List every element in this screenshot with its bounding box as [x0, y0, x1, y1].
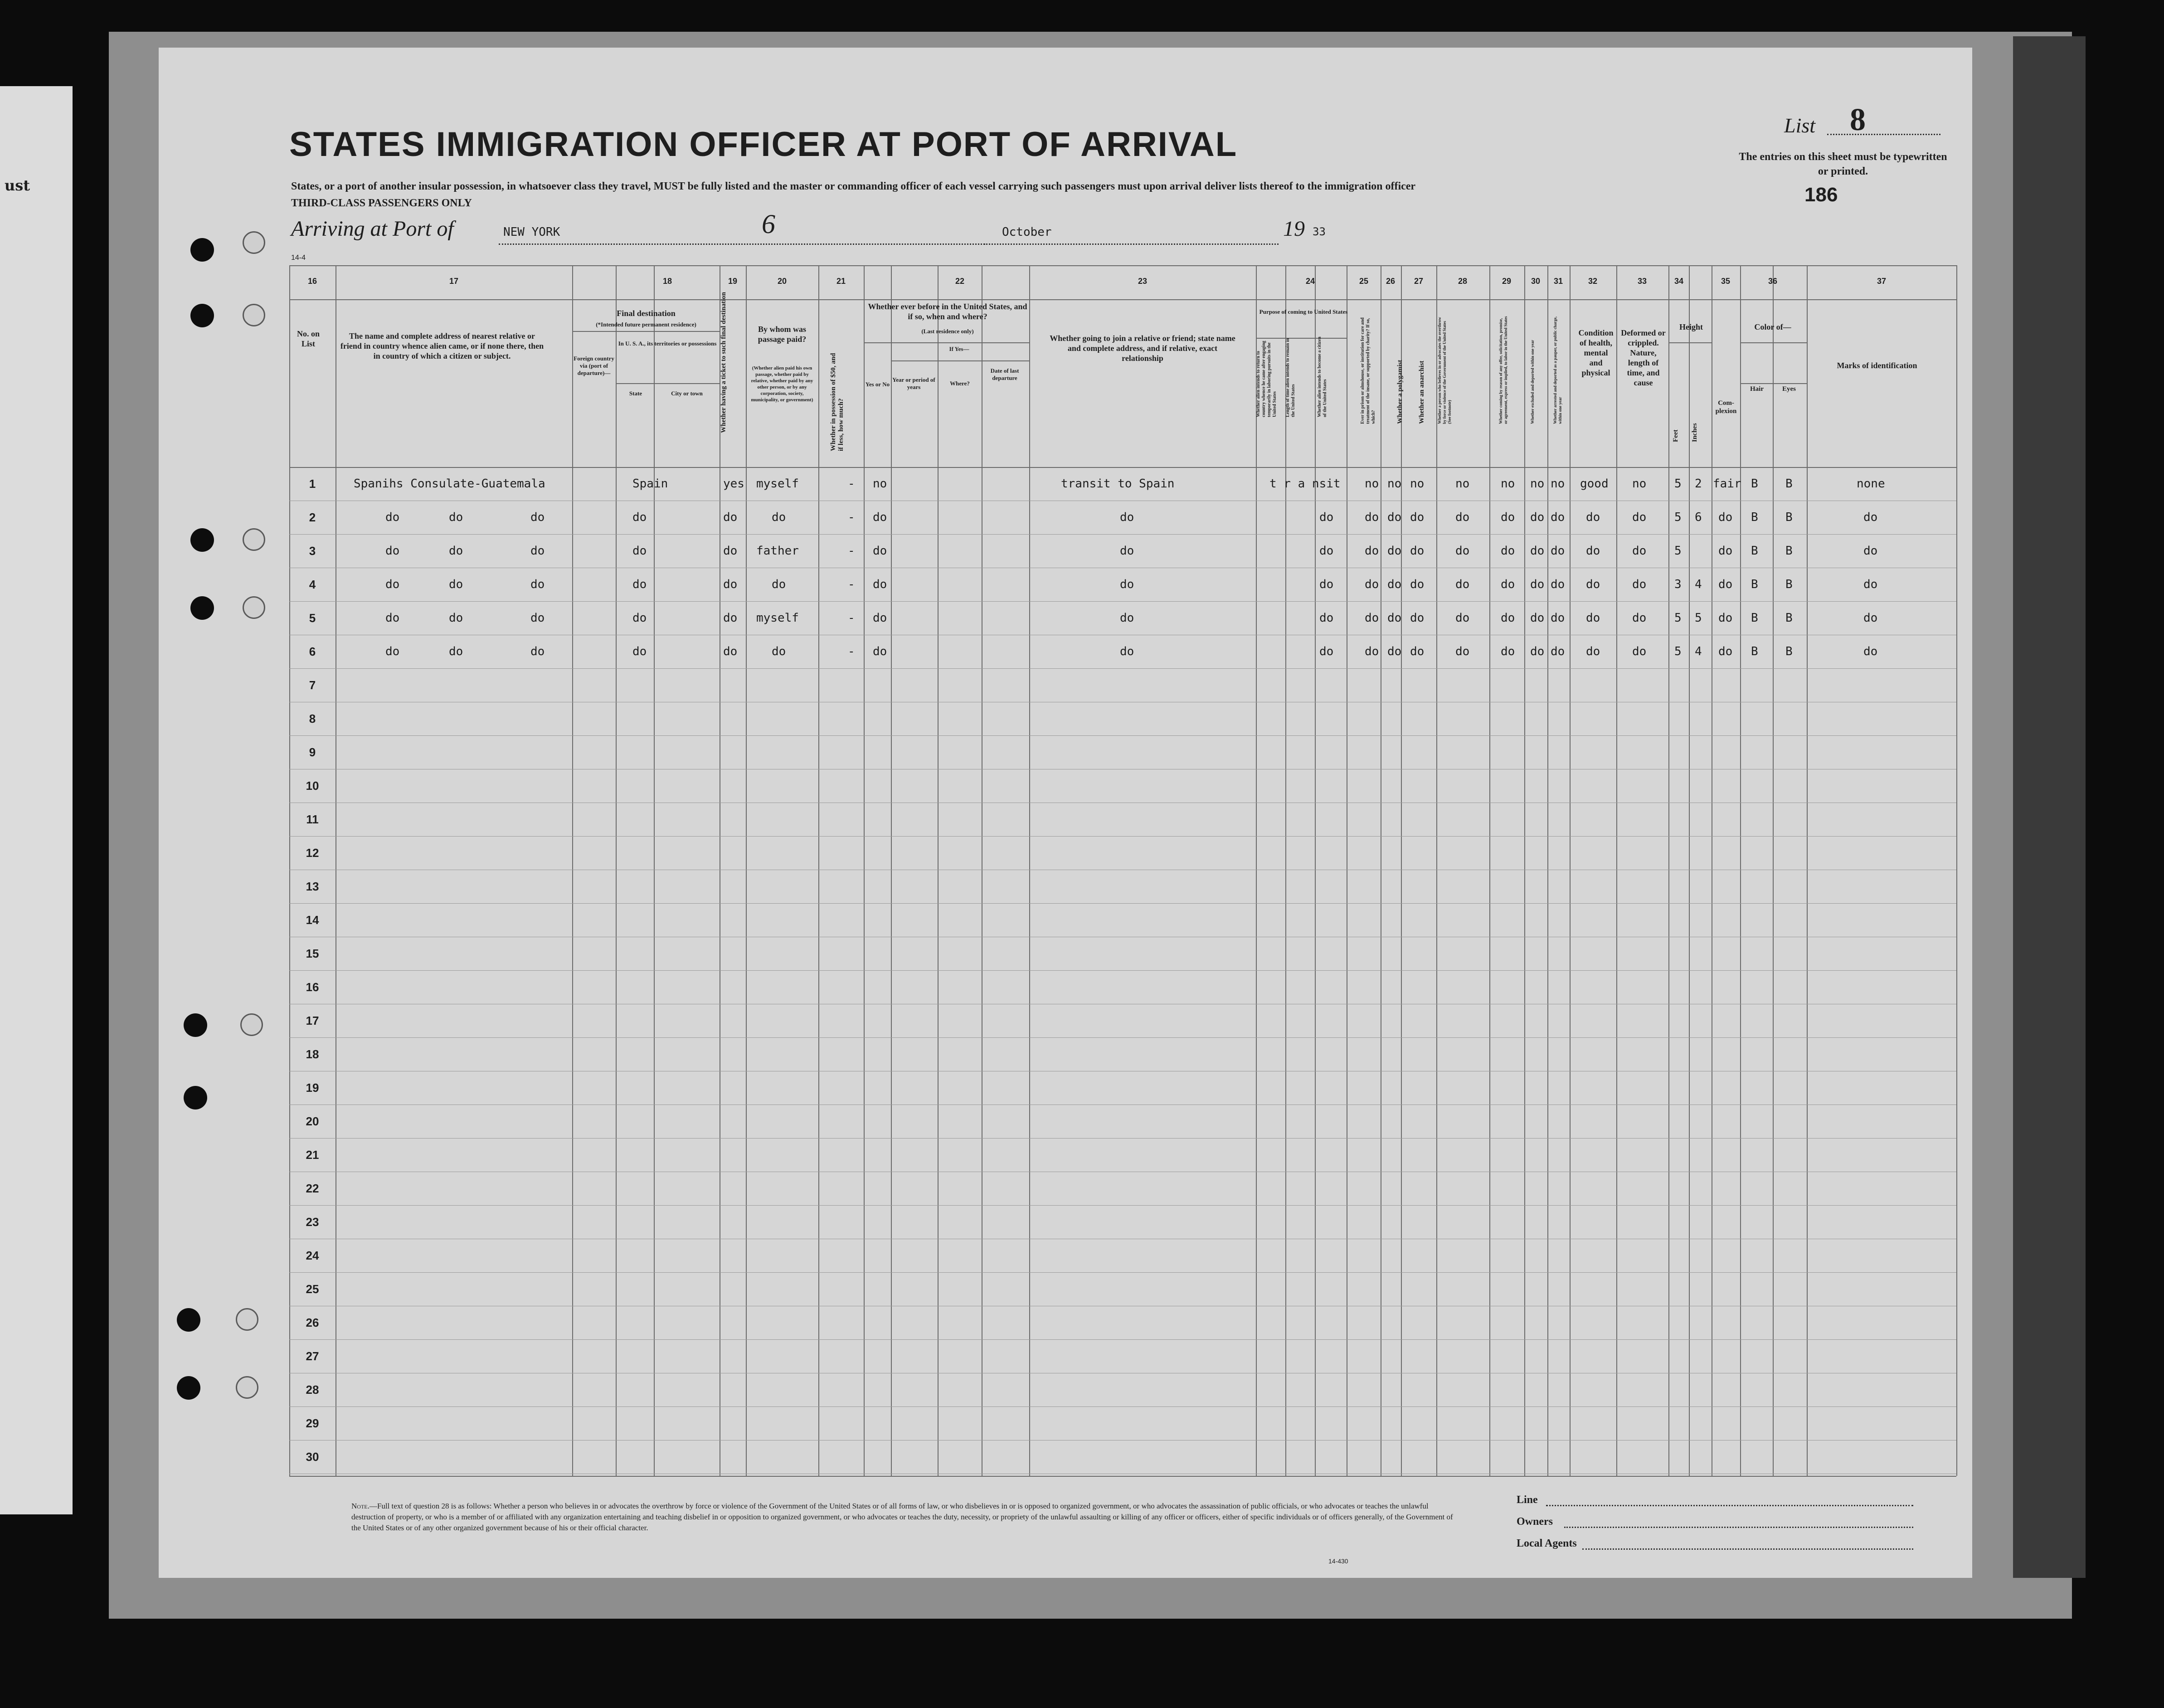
cell-joining: do [1120, 511, 1134, 524]
binder-edge [2013, 36, 2086, 1578]
cell-complexion: do [1718, 578, 1733, 591]
row-number: 5 [309, 611, 316, 625]
manifest-grid [159, 48, 1972, 1578]
header-state: State [629, 390, 642, 397]
form-code: 14-430 [1328, 1557, 1348, 1565]
column-number: 16 [307, 277, 317, 286]
cell-q26: no [1387, 477, 1402, 491]
cell-before-in-us: do [873, 544, 887, 558]
cell-q31: no [1551, 477, 1565, 491]
cell-complexion: do [1718, 544, 1733, 558]
cell-q26: do [1387, 611, 1402, 625]
cell-joining: transit to Spain [1061, 477, 1175, 491]
header-foreign-country: Foreign country via (port of departure)— [574, 355, 614, 376]
cell-hair: B [1751, 578, 1758, 591]
column-number: 25 [1359, 277, 1369, 286]
row-number: 4 [309, 578, 316, 591]
cell-before-in-us: do [873, 511, 887, 524]
cell-q30: do [1530, 544, 1545, 558]
cell-health: good [1580, 477, 1609, 491]
cell-money: - [848, 477, 855, 491]
row-number: 30 [306, 1450, 319, 1464]
cell-relative: do [530, 578, 545, 591]
header-eyes: Eyes [1782, 385, 1796, 393]
cell-q30: do [1530, 611, 1545, 625]
column-number: 31 [1553, 277, 1563, 286]
row-number: 14 [306, 913, 319, 927]
cell-marks: do [1863, 544, 1878, 558]
page-title: STATES IMMIGRATION OFFICER AT PORT OF ARRIVAL [289, 125, 1238, 164]
cell-ticket: do [723, 611, 738, 625]
cell-relative: do [449, 578, 463, 591]
row-number: 26 [306, 1316, 319, 1329]
cell-inches: 2 [1695, 477, 1702, 491]
cell-money: - [848, 578, 855, 591]
header-color-of: Color of— [1754, 322, 1791, 331]
cell-state: do [632, 645, 647, 658]
cell-deformed: do [1632, 645, 1647, 658]
column-number: 27 [1414, 277, 1424, 286]
cell-passage-paid: father [756, 544, 799, 558]
cell-q28: do [1455, 611, 1470, 625]
row-number: 18 [306, 1047, 319, 1061]
cell-q28: do [1455, 578, 1470, 591]
cell-state: Spain [632, 477, 668, 491]
cell-ticket: yes [723, 477, 744, 491]
footnote-label: Note. [351, 1502, 370, 1510]
footnote-text: —Full text of question 28 is as follows: Whether a person who believes in or advocates the overthrow by force or violence of the Government of the United States or of all forms of law, or who disbelieves in or is opposed to organized government, or who advocates the assassination of public officials, or who advocates or teaches the unlawful destruction of property, or who is a member of or affiliated with any organization entertaining and teaching disbelief in or opposition to organized government, or who advocates or teaches the duty, necessity, or propriety of the unlawful assaulting or killing of any officer or officers, either of specific individuals or of officers generally, of the Government of the United States or of any other organized government because of his or their official character. [351, 1502, 1453, 1532]
cell-q25: do [1365, 578, 1379, 591]
cell-inches: 6 [1695, 511, 1702, 524]
cell-q27: do [1410, 578, 1425, 591]
cell-relative: Spanihs Consulate-Guatemala [354, 477, 545, 491]
footnote [351, 1501, 1462, 1533]
cell-q25: do [1365, 511, 1379, 524]
header-anarchist: Whether an anarchist [1418, 360, 1425, 424]
header-where: Where? [950, 380, 970, 387]
cell-q29: do [1501, 645, 1515, 658]
header-hair: Hair [1750, 385, 1764, 393]
cell-ticket: do [723, 578, 738, 591]
header-deformed: Deformed or crippled. Nature, length of time, and cause [1621, 328, 1666, 387]
header-if-yes: If Yes— [949, 345, 969, 352]
adjacent-page [0, 86, 73, 1514]
cell-q31: do [1551, 544, 1565, 558]
cell-purpose: do [1319, 645, 1334, 658]
row-number: 25 [306, 1282, 319, 1296]
column-number: 32 [1588, 277, 1598, 286]
cell-q27: do [1410, 544, 1425, 558]
column-number: 23 [1138, 277, 1148, 286]
cell-q29: do [1501, 611, 1515, 625]
column-number: 21 [836, 277, 846, 286]
cell-money: - [848, 611, 855, 625]
cell-money: - [848, 511, 855, 524]
arriving-label: Arriving at Port of [291, 217, 454, 241]
agents-label: Local Agents [1517, 1538, 1577, 1549]
cell-health: do [1586, 578, 1600, 591]
header-in-usa: In U. S. A., its territories or possessions [618, 340, 717, 347]
column-number: 37 [1877, 277, 1887, 286]
cell-health: do [1586, 511, 1600, 524]
cell-q29: no [1501, 477, 1515, 491]
cell-money: - [848, 645, 855, 658]
cell-marks: do [1863, 511, 1878, 524]
cell-relative: do [449, 645, 463, 658]
cell-deformed: do [1632, 511, 1647, 524]
cell-joining: do [1120, 611, 1134, 625]
cell-deformed: do [1632, 578, 1647, 591]
arrival-year-suffix: 33 [1313, 225, 1326, 238]
cell-passage-paid: myself [756, 611, 799, 625]
cell-eyes: B [1785, 611, 1793, 625]
cell-q25: no [1365, 477, 1379, 491]
cell-complexion: fair [1713, 477, 1741, 491]
header-inches: Inches [1691, 423, 1698, 442]
class-line: THIRD-CLASS PASSENGERS ONLY [291, 197, 472, 209]
cell-health: do [1586, 611, 1600, 625]
header-marks: Marks of identification [1837, 361, 1917, 370]
cell-ticket: do [723, 645, 738, 658]
cell-relative: do [449, 611, 463, 625]
row-number: 19 [306, 1081, 319, 1095]
row-number: 28 [306, 1383, 319, 1397]
column-number: 28 [1458, 277, 1468, 286]
cell-deformed: do [1632, 611, 1647, 625]
arrival-year-prefix: 19 [1283, 217, 1305, 241]
row-number: 2 [309, 511, 316, 524]
header-height: Height [1679, 322, 1703, 331]
row-number: 22 [306, 1182, 319, 1195]
row-number: 17 [306, 1014, 319, 1027]
cell-relative: do [385, 578, 400, 591]
cell-q25: do [1365, 611, 1379, 625]
cell-q27: no [1410, 477, 1425, 491]
cell-feet: 5 [1674, 477, 1682, 491]
column-number: 34 [1674, 277, 1684, 286]
cell-ticket: do [723, 511, 738, 524]
cell-eyes: B [1785, 511, 1793, 524]
instruction-line: States, or a port of another insular possession, in whatsoever class they travel, MUST be fully listed and the master or commanding officer of each vessel carrying such passengers must upon arrival deliver lists thereof to the immigration officer [291, 180, 1416, 192]
cell-relative: do [449, 544, 463, 558]
row-number: 11 [306, 813, 319, 826]
cell-q30: do [1530, 645, 1545, 658]
cell-marks: do [1863, 578, 1878, 591]
header-money: Whether in possession of $50, and if less, how much? [830, 353, 845, 451]
cell-state: do [632, 544, 647, 558]
owners-label: Owners [1517, 1516, 1553, 1528]
header-prison: Ever in prison or almshouse, or institution for care and treatment of the insane, or supported by charity? If so, which? [1360, 317, 1376, 424]
row-number: 8 [309, 712, 316, 725]
entries-note: The entries on this sheet must be typewritten or printed. [1739, 151, 1947, 177]
row-number: 24 [306, 1249, 319, 1262]
cell-relative: do [530, 544, 545, 558]
cell-feet: 3 [1674, 578, 1682, 591]
arrival-port: NEW YORK [503, 225, 560, 239]
cell-purpose: do [1319, 578, 1334, 591]
cell-q26: do [1387, 578, 1402, 591]
cell-inches: 4 [1695, 578, 1702, 591]
cell-relative: do [385, 511, 400, 524]
cell-before-in-us: do [873, 578, 887, 591]
header-before-sub: (Last residence only) [921, 328, 974, 335]
cell-q26: do [1387, 645, 1402, 658]
header-purpose-b: Length of time alien intends to remain in the United States [1285, 338, 1296, 417]
cell-hair: B [1751, 477, 1758, 491]
cell-marks: do [1863, 645, 1878, 658]
header-q31: Whether arrested and deported as a pauper, or public charge, within one year [1553, 316, 1562, 424]
header-city: City or town [671, 390, 703, 397]
list-label: List [1784, 114, 1816, 137]
cell-ticket: do [723, 544, 738, 558]
row-number: 1 [309, 477, 316, 491]
line-label: Line [1517, 1494, 1538, 1506]
row-number: 20 [306, 1114, 319, 1128]
cell-state: do [632, 611, 647, 625]
cell-relative: do [530, 645, 545, 658]
cell-joining: do [1120, 578, 1134, 591]
cell-q31: do [1551, 511, 1565, 524]
cell-q27: do [1410, 611, 1425, 625]
cell-joining: do [1120, 645, 1134, 658]
column-number: 30 [1531, 277, 1541, 286]
cell-q28: do [1455, 511, 1470, 524]
cell-purpose: do [1319, 611, 1334, 625]
column-number: 24 [1305, 277, 1315, 286]
column-number: 26 [1386, 277, 1396, 286]
header-final-destination: Final destination [617, 309, 676, 318]
cell-passage-paid: do [772, 645, 786, 658]
row-number: 29 [306, 1416, 319, 1430]
header-passage-paid-sub: (Whether alien paid his own passage, whether paid by relative, whether paid by any other person, or by any corporation, society, municipality, or government) [751, 365, 813, 403]
cell-joining: do [1120, 544, 1134, 558]
header-q29: Whether coming by reason of any offer, solicitation, promise, or agreement, express or implied, to labor in the United States [1498, 316, 1508, 424]
cell-q31: do [1551, 611, 1565, 625]
cell-hair: B [1751, 511, 1758, 524]
cell-q29: do [1501, 578, 1515, 591]
header-final-destination-sub: (*Intended future permanent residence) [596, 321, 696, 328]
column-number: 18 [662, 277, 672, 286]
cell-state: do [632, 578, 647, 591]
header-yes-no: Yes or No [865, 381, 890, 388]
cell-relative: do [385, 544, 400, 558]
cell-marks: none [1857, 477, 1885, 491]
row-number: 10 [306, 779, 319, 793]
column-number: 22 [955, 277, 965, 286]
cell-inches: 5 [1695, 611, 1702, 625]
header-polygamist: Whether a polygamist [1396, 360, 1404, 424]
cell-relative: do [385, 645, 400, 658]
cell-passage-paid: do [772, 511, 786, 524]
row-number: 13 [306, 880, 319, 893]
cell-relative: do [449, 511, 463, 524]
column-number: 29 [1502, 277, 1512, 286]
cell-complexion: do [1718, 511, 1733, 524]
cell-feet: 5 [1674, 611, 1682, 625]
cell-relative: do [530, 511, 545, 524]
cell-before-in-us: do [873, 645, 887, 658]
cell-eyes: B [1785, 477, 1793, 491]
cell-hair: B [1751, 611, 1758, 625]
owners-dotted [1564, 1527, 1913, 1528]
line-dotted [1546, 1505, 1913, 1506]
header-ticket: Whether having a ticket to such final destination [720, 292, 727, 433]
cell-eyes: B [1785, 544, 1793, 558]
cell-deformed: no [1632, 477, 1647, 491]
row-number: 21 [306, 1148, 319, 1162]
column-number: 35 [1721, 277, 1731, 286]
arrival-day: 6 [762, 209, 775, 239]
cell-q27: do [1410, 511, 1425, 524]
cell-q29: do [1501, 511, 1515, 524]
cell-state: do [632, 511, 647, 524]
header-q30: Whether excluded and deported within one year [1530, 340, 1535, 424]
cell-q29: do [1501, 544, 1515, 558]
row-number: 12 [306, 846, 319, 860]
cell-marks: do [1863, 611, 1878, 625]
column-number: 19 [728, 277, 738, 286]
cell-hair: B [1751, 645, 1758, 658]
cell-passage-paid: do [772, 578, 786, 591]
cell-feet: 5 [1674, 645, 1682, 658]
header-q28: Whether a person who believes in or advocates the overthrow by force or violence of the Government of the United States (See footnote) [1437, 317, 1452, 424]
cell-feet: 5 [1674, 511, 1682, 524]
cell-before-in-us: do [873, 611, 887, 625]
cell-hair: B [1751, 544, 1758, 558]
cell-feet: 5 [1674, 544, 1682, 558]
cell-q30: no [1530, 477, 1545, 491]
cell-eyes: B [1785, 645, 1793, 658]
cell-q31: do [1551, 645, 1565, 658]
row-number: 6 [309, 645, 316, 658]
column-number: 17 [449, 277, 459, 286]
header-before-in-us: Whether ever before in the United States, and if so, when and where? [868, 302, 1027, 321]
header-purpose-c: Whether alien intends to become a citizen of the United States [1317, 336, 1328, 417]
arrival-month: October [1002, 225, 1052, 239]
sheet-number: 186 [1804, 184, 1838, 206]
row-number: 3 [309, 544, 316, 558]
cell-q26: do [1387, 511, 1402, 524]
cell-relative: do [530, 611, 545, 625]
header-year-period: Year or period of years [892, 376, 935, 390]
cell-before-in-us: no [873, 477, 887, 491]
cell-q31: do [1551, 578, 1565, 591]
cell-passage-paid: myself [756, 477, 799, 491]
column-number: 33 [1637, 277, 1647, 286]
cell-q25: do [1365, 645, 1379, 658]
header-date-last: Date of last departure [990, 367, 1019, 381]
cell-health: do [1586, 645, 1600, 658]
cell-purpose: do [1319, 511, 1334, 524]
row-number: 23 [306, 1215, 319, 1229]
header-feet: Feet [1672, 429, 1679, 442]
cell-q27: do [1410, 645, 1425, 658]
cell-inches: 4 [1695, 645, 1702, 658]
cell-purpose: do [1319, 544, 1334, 558]
cell-relative: do [385, 611, 400, 625]
row-number: 15 [306, 947, 319, 960]
header-complexion: Com-plexion [1715, 399, 1737, 415]
cell-q28: do [1455, 544, 1470, 558]
cell-health: do [1586, 544, 1600, 558]
header-relative: The name and complete address of nearest relative or friend in country whence alien came, or if none there, then in country of which a citizen or subject. [340, 331, 544, 360]
adjacent-page-text: ust [5, 177, 30, 194]
form-number: 14-4 [291, 254, 306, 262]
cell-complexion: do [1718, 645, 1733, 658]
column-number: 36 [1768, 277, 1778, 286]
header-purpose-a: Whether alien intends to return to country whence he came after engaging temporarily in laboring pursuits in the United States [1256, 341, 1277, 417]
cell-eyes: B [1785, 578, 1793, 591]
list-number: 8 [1850, 102, 1866, 137]
row-number: 7 [309, 678, 316, 692]
cell-purpose: t r a nsit [1269, 477, 1341, 491]
row-number: 27 [306, 1349, 319, 1363]
cell-q30: do [1530, 511, 1545, 524]
header-health: Condition of health, mental and physical [1578, 328, 1614, 377]
manifest-sheet [159, 48, 1972, 1578]
header-purpose: Purpose of coming to United States [1259, 308, 1348, 315]
header-joining: Whether going to join a relative or friend; state name and complete address, and if relative, exact relationship [1050, 334, 1235, 363]
cell-q28: no [1455, 477, 1470, 491]
cell-deformed: do [1632, 544, 1647, 558]
cell-money: - [848, 544, 855, 558]
row-number: 9 [309, 745, 316, 759]
cell-q26: do [1387, 544, 1402, 558]
cell-q25: do [1365, 544, 1379, 558]
cell-q28: do [1455, 645, 1470, 658]
header-passage-paid: By whom was passage paid? [758, 325, 807, 344]
column-number: 20 [777, 277, 787, 286]
row-number: 16 [306, 980, 319, 994]
cell-q30: do [1530, 578, 1545, 591]
agents-dotted [1582, 1548, 1913, 1550]
header-no-on-list: No. on List [297, 329, 320, 348]
cell-complexion: do [1718, 611, 1733, 625]
